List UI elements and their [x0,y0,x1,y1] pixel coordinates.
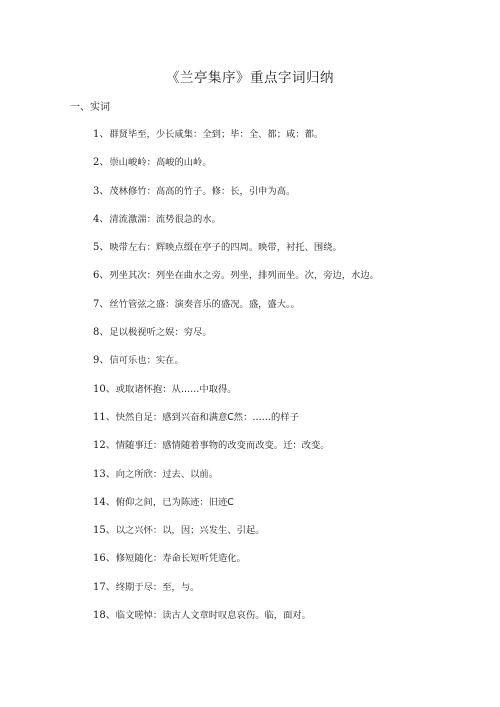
item-text: 俯仰之间，已为陈迹：旧迹C [115,496,234,508]
list-item [93,128,483,156]
item-text: 映带左右：辉映点缀在亭子的四周。映带，衬托、围绕。 [109,242,342,254]
item-number: 3、 [93,185,110,197]
item-text: 修短随化：寿命长短听凭造化。 [115,553,246,565]
item-number: 13、 [93,468,116,480]
item-number: 12、 [93,440,116,452]
list-item [93,213,483,241]
item-number: 14、 [93,496,116,508]
list-item [93,241,483,269]
item-text: 情随事迁：感情随着事物的改变而改变。迁：改变。 [115,440,330,452]
item-number: 15、 [93,525,116,537]
item-text: 信可乐也：实在。 [109,355,184,367]
document-title: 《兰亭集序》重点字词归纳 [166,70,334,86]
item-number: 1、 [93,129,110,140]
item-number: 8、 [93,327,110,339]
item-text: 清流激湍：流势很急的水。 [109,213,221,225]
item-text: 列坐其次：列坐在曲水之旁。列坐，排列而坐。次，旁边，水边。 [109,270,379,282]
list-item [93,581,483,609]
item-number: 9、 [93,355,110,367]
item-text: 临文嗟悼：读古人文章时叹息哀伤。临，面对。 [115,610,311,622]
item-number: 11、 [93,411,116,423]
list-item [93,496,483,524]
item-text: 群贤毕至，少长咸集：全到；毕：全、都；咸：都。 [109,129,324,140]
list-item [93,552,483,580]
item-text: 崇山峻岭：高峻的山岭。 [109,157,212,169]
list-item [93,524,483,552]
item-number: 7、 [93,298,110,310]
list-item [93,411,483,439]
list-item [93,298,483,326]
section-heading: 一、实词 [70,102,110,113]
list-item [93,269,483,297]
list-item [93,354,483,382]
list-item [93,156,483,184]
item-number: 4、 [93,213,110,225]
item-number: 16、 [93,553,116,565]
item-text: 以之兴怀：以，因；兴发生、引起。 [115,525,265,537]
list-item [93,468,483,496]
item-number: 18、 [93,610,116,622]
list-item [93,326,483,354]
item-text: 或取诸怀抱：从……中取得。 [115,383,237,395]
item-number: 2、 [93,157,110,169]
list-item [93,609,483,637]
item-text: 丝竹管弦之盛：演奏音乐的盛况。盛，盛大。。 [109,298,300,310]
item-text: 终期于尽：至，与。 [115,581,200,593]
item-number: 6、 [93,270,110,282]
item-text: 向之所欣：过去、以前。 [115,468,219,480]
item-number: 10、 [93,383,116,395]
item-number: 17、 [93,581,116,593]
list-item [93,383,483,411]
item-text: 快然自足：感到兴奋和满意C然：……的样子 [115,411,299,423]
item-text: 足以极视听之娱：穷尽。 [109,327,212,339]
vocabulary-list [93,128,483,637]
list-item [93,439,483,467]
list-item [93,185,483,213]
item-text: 茂林修竹：高高的竹子。修：长，引申为高。 [109,185,296,197]
item-number: 5、 [93,242,110,254]
